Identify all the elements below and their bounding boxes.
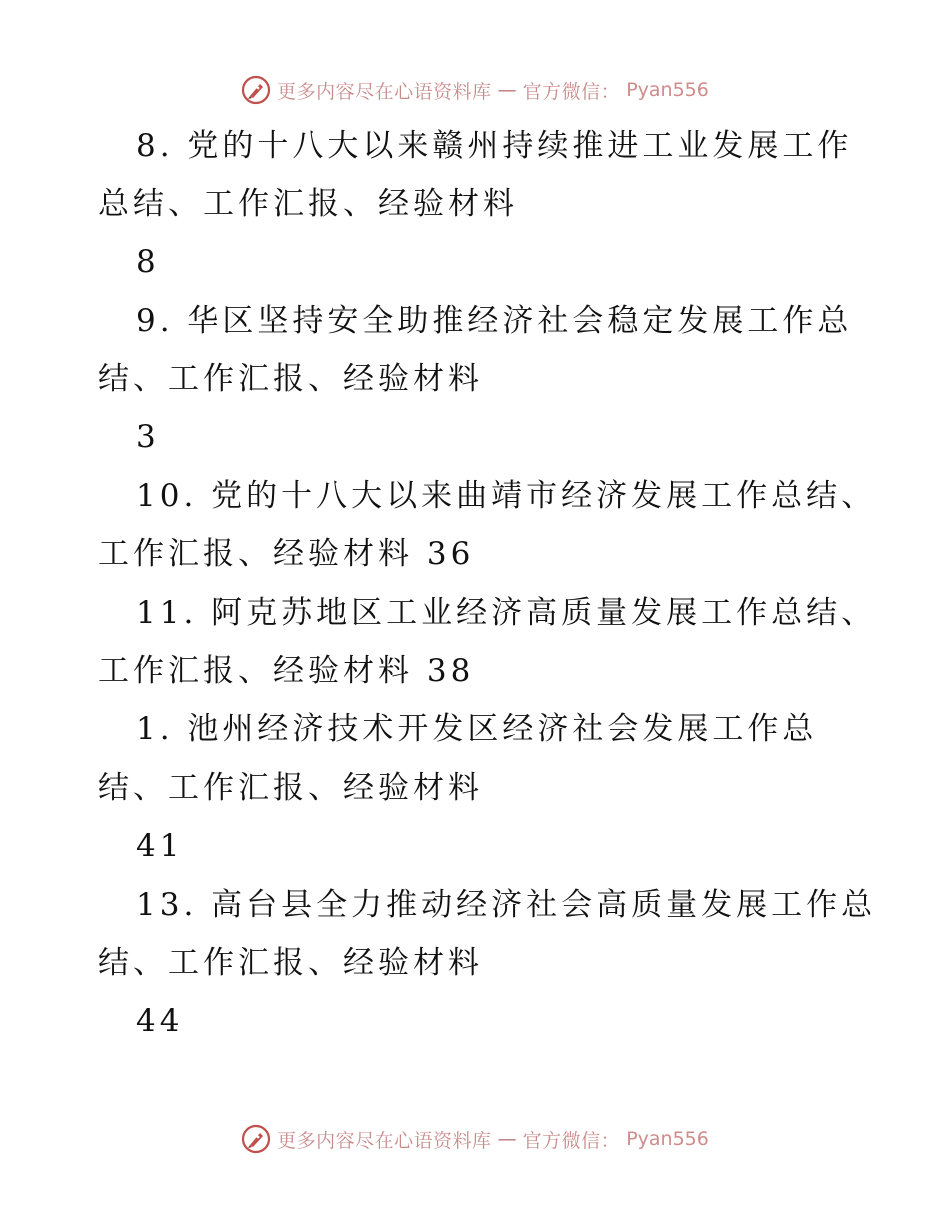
toc-line	[0, 585, 950, 641]
toc-text: 3	[136, 419, 160, 455]
toc-page-number	[0, 234, 950, 290]
toc-line	[0, 526, 950, 582]
toc-text: 1. 池州经济技术开发区经济社会发展工作总	[136, 711, 818, 747]
pen-logo-icon	[241, 75, 271, 105]
toc-text: 10. 党的十八大以来曲靖市经济发展工作总结、	[136, 478, 877, 514]
watermark-wechat-label: 官方微信：	[522, 80, 621, 103]
watermark-wechat-id: Pyan556	[626, 79, 709, 101]
toc-line	[0, 701, 950, 757]
watermark-wechat-id: Pyan556	[626, 1128, 709, 1150]
toc-text: 41	[136, 828, 184, 864]
toc-line	[0, 351, 950, 407]
watermark-separator: —	[497, 79, 517, 101]
toc-text: 结、工作汇报、经验材料	[98, 770, 483, 806]
toc-text: 工作汇报、经验材料 38	[98, 653, 475, 689]
toc-line	[0, 176, 950, 232]
watermark-separator: —	[497, 1128, 517, 1150]
toc-text: 结、工作汇报、经验材料	[98, 361, 483, 397]
toc-text: 结、工作汇报、经验材料	[98, 945, 483, 981]
toc-page-number	[0, 818, 950, 874]
pen-logo-icon	[241, 1124, 271, 1154]
toc-text: 8. 党的十八大以来赣州持续推进工业发展工作	[136, 128, 853, 164]
toc-line	[0, 760, 950, 816]
toc-text: 44	[136, 1003, 184, 1039]
watermark-brand: 更多内容尽在心语资料库	[277, 1129, 492, 1152]
toc-text: 13. 高台县全力推动经济社会高质量发展工作总	[136, 887, 877, 923]
footer-watermark	[0, 1119, 950, 1159]
toc-text: 8	[136, 244, 160, 280]
toc-text: 总结、工作汇报、经验材料	[98, 186, 518, 222]
toc-page-number	[0, 993, 950, 1049]
toc-page-number	[0, 409, 950, 465]
toc-text: 9. 华区坚持安全助推经济社会稳定发展工作总	[136, 303, 853, 339]
toc-line	[0, 643, 950, 699]
toc-text: 11. 阿克苏地区工业经济高质量发展工作总结、	[136, 595, 877, 631]
header-watermark	[0, 70, 950, 110]
toc-line	[0, 935, 950, 991]
toc-line	[0, 468, 950, 524]
toc-text: 工作汇报、经验材料 36	[98, 536, 475, 572]
watermark-brand: 更多内容尽在心语资料库	[277, 80, 492, 103]
toc-line	[0, 877, 950, 933]
toc-line	[0, 293, 950, 349]
watermark-wechat-label: 官方微信：	[522, 1129, 621, 1152]
toc-line	[0, 118, 950, 174]
